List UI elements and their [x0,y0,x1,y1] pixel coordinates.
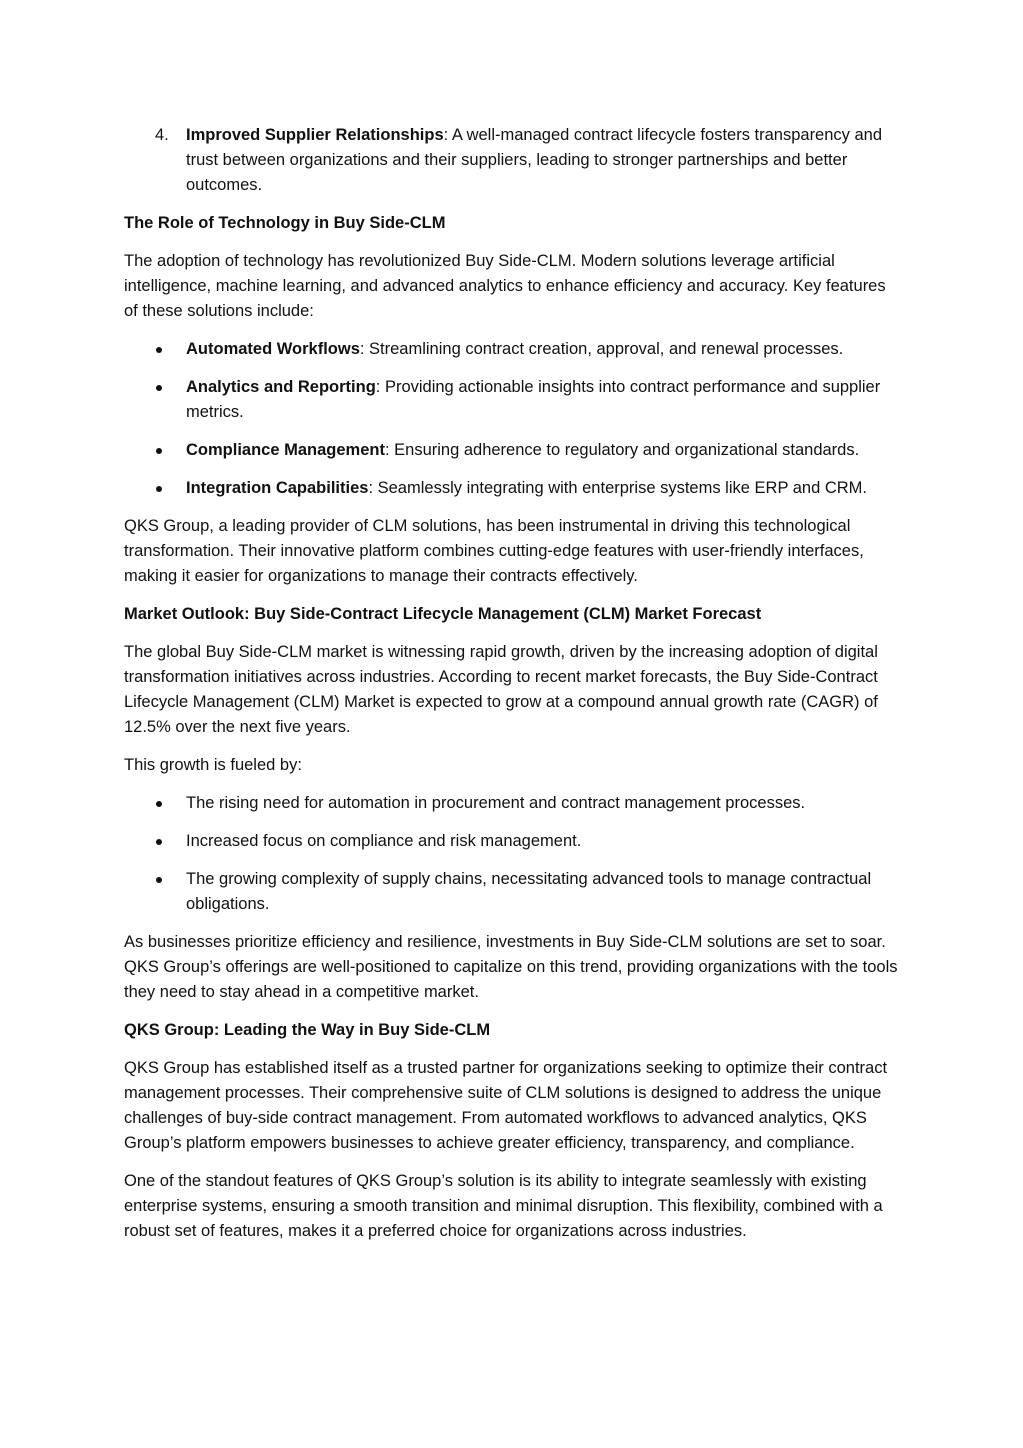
document-body [124,123,899,1257]
list-item-text: Increased focus on compliance and risk management. [186,832,582,850]
list-item [124,867,899,917]
list-item [124,337,899,362]
list-item-term: Automated Workflows [186,340,360,358]
paragraph: The adoption of technology has revolutionized Buy Side-CLM. Modern solutions leverage artificial intelligence, machine learning, and advanced analytics to enhance efficiency and accuracy. Key features of these solutions include: [124,252,886,320]
list-number: 4. [155,126,169,144]
bullet-icon [156,486,162,492]
list-item-text: : Streamlining contract creation, approval, and renewal processes. [359,340,844,358]
bullet-icon [156,448,162,454]
features-list [124,337,899,501]
paragraph: QKS Group has established itself as a trusted partner for organizations seeking to optimize their contract management processes. Their comprehensive suite of CLM solutions is designed to address the unique challenges of buy-side contract management. From automated workflows to advanced analytics, QKS Group’s platform empowers businesses to achieve greater efficiency, transparency, and compliance. [124,1059,888,1152]
bullet-icon [156,385,162,391]
list-item [124,375,899,425]
list-item [124,829,899,854]
list-item-text: The rising need for automation in procurement and contract management processes. [186,794,806,812]
paragraph: One of the standout features of QKS Group’s solution is its ability to integrate seamlessly with existing enterprise systems, ensuring a smooth transition and minimal disruption. This flexibility, combined with a robust set of features, makes it a preferred choice for organizations across industries. [124,1172,883,1240]
list-item-text: : A well-managed contract lifecycle fosters transparency and trust between organizations and their suppliers, leading to stronger partnerships and better outcomes. [186,126,883,194]
paragraph: As businesses prioritize efficiency and resilience, investments in Buy Side-CLM solutions are set to soar. QKS Group’s offerings are well-positioned to capitalize on this trend, providing organizations with the tools they need to stay ahead in a competitive market. [124,933,898,1001]
drivers-list [124,791,899,917]
list-item-text: The growing complexity of supply chains, necessitating advanced tools to manage contractual obligations. [186,870,872,913]
list-item-term: Analytics and Reporting [186,378,376,396]
bullet-icon [156,839,162,845]
section-heading-market: Market Outlook: Buy Side-Contract Lifecycle Management (CLM) Market Forecast [124,605,762,623]
bullet-icon [156,801,162,807]
numbered-list [124,123,899,198]
list-item-term: Improved Supplier Relationships [186,126,444,144]
list-item [124,438,899,463]
list-item-term: Integration Capabilities [186,479,369,497]
bullet-icon [156,877,162,883]
list-item-term: Compliance Management [186,441,385,459]
list-item-text: : Seamlessly integrating with enterprise systems like ERP and CRM. [368,479,868,497]
bullet-icon [156,347,162,353]
paragraph: QKS Group, a leading provider of CLM solutions, has been instrumental in driving this technological transformation. Their innovative platform combines cutting-edge features with user-friendly interfaces, making it easier for organizations to manage their contracts effectively. [124,517,864,585]
list-item [124,123,899,198]
list-item-text: : Ensuring adherence to regulatory and organizational standards. [384,441,860,459]
paragraph: The global Buy Side-CLM market is witnessing rapid growth, driven by the increasing adoption of digital transformation initiatives across industries. According to recent market forecasts, the Buy Side-Contract Lifecycle Management (CLM) Market is expected to grow at a compound annual growth rate (CAGR) of 12.5% over the next five years. [124,643,878,736]
section-heading-technology: The Role of Technology in Buy Side-CLM [124,214,446,232]
section-heading-qks: QKS Group: Leading the Way in Buy Side-CLM [124,1021,491,1039]
paragraph: This growth is fueled by: [124,756,302,774]
list-item-text: : Providing actionable insights into contract performance and supplier metrics. [186,378,881,421]
list-item [124,791,899,816]
list-item [124,476,899,501]
